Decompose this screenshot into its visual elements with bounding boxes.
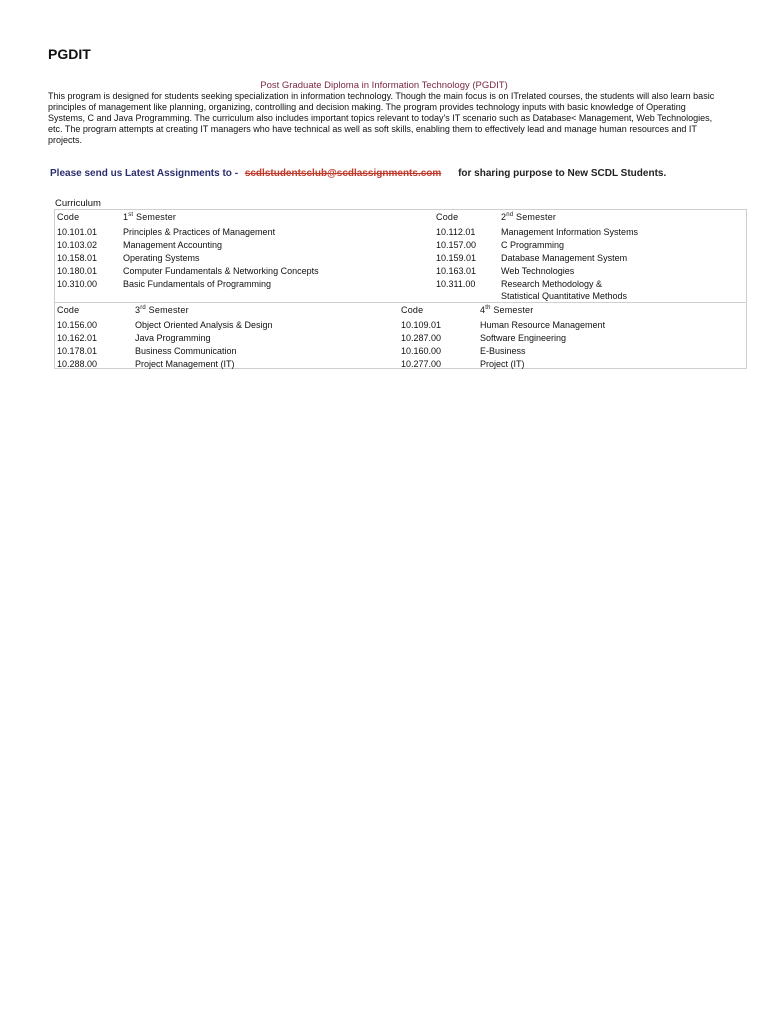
course-code: 10.310.00 (57, 279, 98, 289)
semester-num: 1 (123, 212, 129, 222)
course-name: Database Management System (501, 253, 628, 263)
semester-2-header (501, 212, 556, 223)
code-header: Code (57, 305, 80, 315)
course-code: 10.160.00 (401, 346, 442, 356)
course-name: Business Communication (135, 346, 237, 356)
course-code: 10.162.01 (57, 333, 98, 343)
course-name: Research Methodology & (501, 279, 603, 289)
block-divider (55, 302, 746, 303)
course-code: 10.311.00 (436, 279, 476, 289)
course-code: 10.156.00 (57, 320, 98, 330)
course-name: Management Information Systems (501, 227, 639, 237)
course-code: 10.158.01 (57, 253, 98, 263)
semester-word: Semester (493, 305, 534, 315)
semester-ordinal: th (485, 305, 491, 311)
semester-ordinal: nd (506, 212, 514, 218)
course-name: Project Management (IT) (135, 359, 235, 369)
page-title: PGDIT (48, 46, 91, 62)
course-code: 10.277.00 (401, 359, 442, 369)
notice-email-link[interactable]: scdlstudentsclub@scdlassignments.com (244, 168, 442, 179)
course-code: 10.103.02 (57, 240, 98, 250)
semester-word: Semester (516, 212, 557, 222)
course-name: Web Technologies (501, 266, 575, 276)
course-name: C Programming (501, 240, 565, 250)
semester-num: 2 (501, 212, 507, 222)
semester-ordinal: rd (140, 305, 146, 311)
course-name: Object Oriented Analysis & Design (135, 320, 273, 330)
course-code: 10.157.00 (436, 240, 477, 250)
notice-tail: for sharing purpose to New SCDL Students. (458, 168, 667, 179)
curriculum-table (54, 209, 747, 369)
course-code: 10.178.01 (57, 346, 98, 356)
code-header: Code (401, 305, 424, 315)
semester-3-header (135, 305, 189, 316)
notice-lead: Please send us Latest Assignments to - (50, 168, 239, 179)
course-name: E-Business (480, 346, 526, 356)
semester-1-header (123, 212, 176, 223)
semester-num: 4 (480, 305, 486, 315)
course-code: 10.159.01 (436, 253, 477, 263)
course-code: 10.288.00 (57, 359, 98, 369)
course-code: 10.180.01 (57, 266, 98, 276)
course-name: Human Resource Management (480, 320, 606, 330)
course-name: Software Engineering (480, 333, 567, 343)
course-name-continued: Statistical Quantitative Methods (501, 291, 628, 301)
code-header: Code (436, 212, 459, 222)
course-code: 10.101.01 (57, 227, 98, 237)
semester-word: Semester (136, 212, 177, 222)
curriculum-label: Curriculum (55, 198, 101, 209)
course-name: Computer Fundamentals & Networking Concepts (123, 266, 319, 276)
course-code: 10.163.01 (436, 266, 477, 276)
course-code: 10.112.01 (436, 227, 476, 237)
program-subtitle: Post Graduate Diploma in Information Technology (PGDIT) (260, 80, 508, 91)
course-code: 10.287.00 (401, 333, 442, 343)
course-name: Project (IT) (480, 359, 525, 369)
semester-num: 3 (135, 305, 141, 315)
program-intro: This program is designed for students seeking specialization in information technology. Though the main focus is on ITrelated courses, the students will also learn basic principles of management like planning, organizing, controlling and decision making. The program provides technology inputs with basic knowledge of Operating Systems, C and Java Programming. The curriculum also includes important topics relevant to today's IT scenario such as Database< Management, Web Technologies, etc. The program attempts at creating IT managers who have technical as well as soft skills, enabling them to effectively lead and manage human resources and IT projects. (48, 91, 715, 145)
semester-ordinal: st (128, 212, 134, 218)
semester-word: Semester (148, 305, 189, 315)
course-name: Operating Systems (123, 253, 200, 263)
course-name: Java Programming (135, 333, 211, 343)
course-name: Basic Fundamentals of Programming (123, 279, 272, 289)
course-name: Management Accounting (123, 240, 223, 250)
semester-4-header (480, 305, 533, 316)
course-name: Principles & Practices of Management (123, 227, 276, 237)
assignment-notice (50, 168, 666, 179)
code-header: Code (57, 212, 80, 222)
course-code: 10.109.01 (401, 320, 442, 330)
